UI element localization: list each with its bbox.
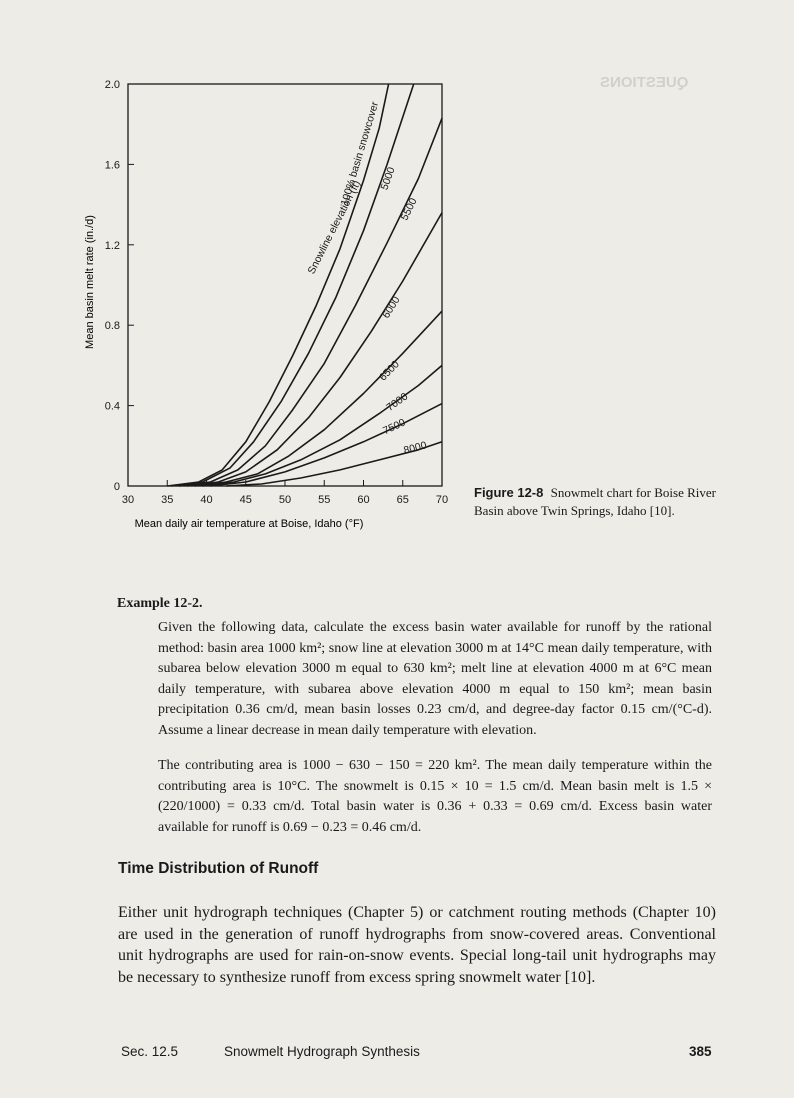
series-line xyxy=(179,118,442,486)
x-tick-label: 40 xyxy=(200,494,213,506)
figure-caption-text: Snowmelt chart for Boise River Basin above Twin Springs, Idaho [10]. xyxy=(474,485,716,518)
x-tick-label: 30 xyxy=(121,494,135,506)
x-tick-label: 45 xyxy=(239,494,252,506)
series-label: 8000 xyxy=(402,439,428,457)
figure-caption xyxy=(474,484,719,520)
example-problem: Given the following data, calculate the excess basin water available for runoff by the rational method: basin area 1000 km²; snow line at elevation 3000 m at 14°C mean daily temperature, with subarea below elevation 3000 m equal to 630 km²; melt line at elevation 4000 m at 6°C mean daily temperature, with subarea above elevation 4000 m equal to 150 km²; mean basin precipitation 0.36 cm/d, mean basin losses 0.23 cm/d, and degree-day factor 0.15 cm/(°C-d). Assume a linear decrease in mean daily temperature with elevation. xyxy=(158,620,712,738)
series-line xyxy=(167,84,388,486)
series-label: 7500 xyxy=(381,416,408,438)
x-axis-label: Mean daily air temperature at Boise, Idaho (°F) xyxy=(134,518,364,530)
example-solution: The contributing area is 1000 − 630 − 150 = 220 km². The mean daily temperature within the contributing area is 10°C. The snowmelt is 0.15 × 10 = 1.5 cm/d. Mean basin melt is 1.5 × (220/1000) = 0.33 cm/d. Total basin water is 0.36 + 0.33 = 0.69 cm/d. Excess basin water available for runoff is 0.69 − 0.23 = 0.46 cm/d. xyxy=(158,758,712,835)
series-label: 100% basin snowcover xyxy=(338,100,382,208)
snowmelt-chart xyxy=(78,72,458,542)
figure-label: Figure 12-8 xyxy=(474,485,544,500)
y-axis-label: Mean basin melt rate (in./d) xyxy=(84,215,96,349)
x-tick-label: 60 xyxy=(357,494,370,506)
x-tick-label: 70 xyxy=(435,494,449,506)
chart-ticks xyxy=(105,79,448,506)
series-label: 6500 xyxy=(377,358,402,384)
y-tick-label: 0.8 xyxy=(104,320,120,333)
x-tick-label: 50 xyxy=(278,494,292,506)
page-number: 385 xyxy=(689,1044,712,1059)
section-body: Either unit hydrograph techniques (Chapter 5) or catchment routing methods (Chapter 10) are used in the generation of runoff hydrographs from snow-covered areas. Conventional unit hydrographs are used for rain-on-snow events. Special long-tail unit hydrographs may be necessary to synthesize runoff from excess spring snowmelt water [10]. xyxy=(118,904,716,986)
y-tick-label: 1.2 xyxy=(104,239,120,252)
show-through-heading: QUESTIONS xyxy=(600,74,689,91)
example-heading: Example 12-2. xyxy=(117,596,203,611)
x-tick-label: 35 xyxy=(161,494,174,506)
series-label: 5000 xyxy=(378,165,398,192)
x-tick-label: 65 xyxy=(396,494,409,506)
y-tick-label: 0 xyxy=(113,481,120,493)
y-tick-label: 2.0 xyxy=(104,79,120,91)
series-label: 7000 xyxy=(384,390,411,414)
series-line xyxy=(171,84,414,486)
footer-section-title: Snowmelt Hydrograph Synthesis xyxy=(224,1044,420,1059)
series-label: 5500 xyxy=(398,196,420,223)
snowline-elevation-annotation: Snowline elevation (ft) xyxy=(305,178,364,277)
y-tick-label: 1.6 xyxy=(104,159,120,172)
section-heading: Time Distribution of Runoff xyxy=(118,860,319,877)
x-tick-label: 55 xyxy=(318,494,331,506)
series-label: 6000 xyxy=(380,294,403,321)
footer-section-number: Sec. 12.5 xyxy=(121,1044,179,1059)
y-tick-label: 0.4 xyxy=(104,400,120,413)
chart-curve-labels xyxy=(306,100,429,457)
